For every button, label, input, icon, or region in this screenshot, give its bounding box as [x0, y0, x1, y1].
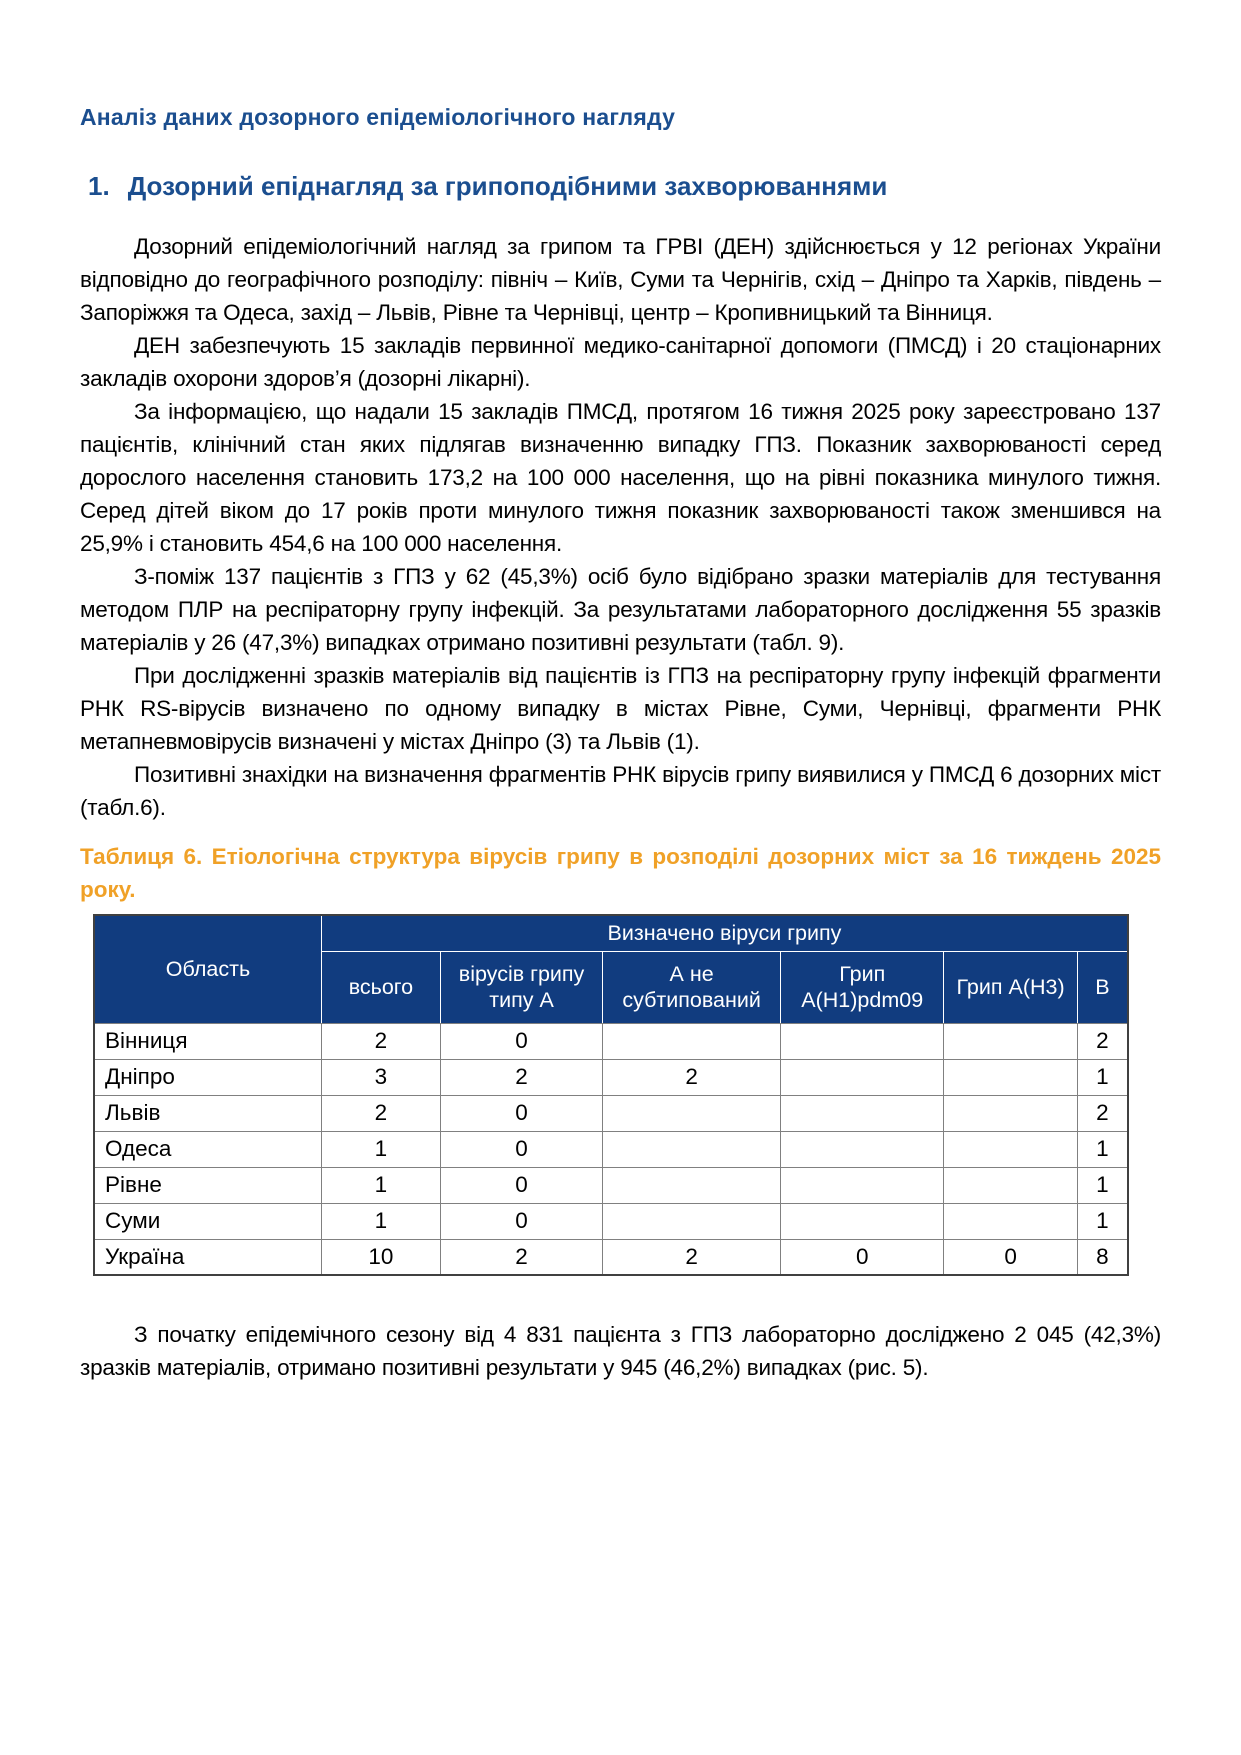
value-cell [781, 1167, 944, 1203]
value-cell: 1 [1077, 1131, 1128, 1167]
value-cell [781, 1023, 944, 1059]
column-header-total: всього [321, 951, 440, 1023]
region-cell: Дніпро [94, 1059, 321, 1095]
value-cell [781, 1095, 944, 1131]
value-cell [944, 1167, 1077, 1203]
paragraph-4: З-поміж 137 пацієнтів з ГПЗ у 62 (45,3%) осіб було відібрано зразки матеріалів для тестування методом ПЛР на респіраторну групу інфекцій. За результатами лабораторного дослідження 55 зразків матеріалів у 26 (47,3%) випадках отримано позитивні результати (табл. 9). [80, 564, 1161, 655]
section-heading [88, 171, 1161, 202]
body-text [80, 230, 1161, 824]
value-cell: 0 [440, 1095, 602, 1131]
value-cell: 0 [440, 1203, 602, 1239]
value-cell: 3 [321, 1059, 440, 1095]
value-cell [781, 1059, 944, 1095]
column-header-b: В [1077, 951, 1128, 1023]
column-header-a-h3: Грип А(H3) [944, 951, 1077, 1023]
value-cell [944, 1059, 1077, 1095]
table-row [94, 1131, 1128, 1167]
value-cell: 2 [603, 1059, 781, 1095]
region-cell: Львів [94, 1095, 321, 1131]
section-number: 1. [88, 171, 110, 201]
region-cell: Одеса [94, 1131, 321, 1167]
value-cell: 10 [321, 1239, 440, 1275]
region-cell: Вінниця [94, 1023, 321, 1059]
table-row [94, 1203, 1128, 1239]
value-cell [603, 1023, 781, 1059]
flu-etiology-table [93, 914, 1129, 1276]
value-cell [603, 1203, 781, 1239]
section-title: Дозорний епіднагляд за грипоподібними захворюваннями [127, 171, 888, 201]
table-row [94, 1239, 1128, 1275]
value-cell [603, 1131, 781, 1167]
value-cell: 2 [321, 1023, 440, 1059]
value-cell: 8 [1077, 1239, 1128, 1275]
flu-table-body [94, 1023, 1128, 1275]
value-cell [603, 1095, 781, 1131]
region-cell: Суми [94, 1203, 321, 1239]
column-group-header: Визначено віруси грипу [321, 915, 1128, 951]
value-cell: 2 [1077, 1023, 1128, 1059]
document-title: Аналіз даних дозорного епідеміологічного нагляду [80, 104, 676, 130]
value-cell: 0 [944, 1239, 1077, 1275]
paragraph-5: При дослідженні зразків матеріалів від пацієнтів із ГПЗ на респіраторну групу інфекцій фрагменти РНК RS-вірусів визначено по одному випадку в містах Рівне, Суми, Чернівці, фрагменти РНК метапневмовірусів визначені у містах Дніпро (3) та Львів (1). [80, 663, 1161, 754]
value-cell: 0 [440, 1167, 602, 1203]
value-cell: 1 [321, 1131, 440, 1167]
table-row [94, 1167, 1128, 1203]
paragraph-1: Дозорний епідеміологічний нагляд за грипом та ГРВІ (ДЕН) здійснюється у 12 регіонах України відповідно до географічного розподілу: північ – Київ, Суми та Чернігів, схід – Дніпро та Харків, південь – Запоріжжя та Одеса, захід – Львів, Рівне та Чернівці, центр – Кропивницький та Вінниця. [80, 234, 1161, 325]
value-cell: 1 [1077, 1203, 1128, 1239]
region-cell: Україна [94, 1239, 321, 1275]
column-header-a-h1pdm09: Грип А(H1)pdm09 [781, 951, 944, 1023]
value-cell: 0 [781, 1239, 944, 1275]
value-cell [781, 1131, 944, 1167]
value-cell [944, 1023, 1077, 1059]
value-cell: 1 [1077, 1167, 1128, 1203]
column-header-a-unsubtyped: А не субтипований [603, 951, 781, 1023]
table-header [94, 915, 1128, 1023]
value-cell: 2 [440, 1059, 602, 1095]
value-cell: 1 [1077, 1059, 1128, 1095]
table-header-row-group [94, 915, 1128, 951]
value-cell [944, 1131, 1077, 1167]
paragraph-6: Позитивні знахідки на визначення фрагментів РНК вірусів грипу виявилися у ПМСД 6 дозорних міст (табл.6). [80, 762, 1161, 820]
region-cell: Рівне [94, 1167, 321, 1203]
value-cell: 0 [440, 1131, 602, 1167]
column-header-region: Область [94, 915, 321, 1023]
value-cell: 2 [321, 1095, 440, 1131]
closing-paragraph: З початку епідемічного сезону від 4 831 пацієнта з ГПЗ лабораторно досліджено 2 045 (42,3%) зразків матеріалів, отримано позитивні результати у 945 (46,2%) випадках (рис. 5). [80, 1322, 1161, 1380]
value-cell: 2 [603, 1239, 781, 1275]
value-cell: 1 [321, 1203, 440, 1239]
table-row [94, 1059, 1128, 1095]
value-cell [944, 1203, 1077, 1239]
value-cell [944, 1095, 1077, 1131]
table-caption: Таблиця 6. Етіологічна структура вірусів грипу в розподілі дозорних міст за 16 тиждень 2025 року. [80, 844, 1161, 902]
column-header-flu-a: вірусів грипу типу А [440, 951, 602, 1023]
value-cell: 2 [1077, 1095, 1128, 1131]
value-cell: 0 [440, 1023, 602, 1059]
paragraph-3: За інформацією, що надали 15 закладів ПМСД, протягом 16 тижня 2025 року зареєстровано 137 пацієнтів, клінічний стан яких підлягав визначенню випадку ГПЗ. Показник захворюваності серед дорослого населення становить 173,2 на 100 000 населення, що на рівні показника минулого тижня. Серед дітей віком до 17 років проти минулого тижня показник захворюваності також зменшився на 25,9% і становить 454,6 на 100 000 населення. [80, 399, 1161, 556]
value-cell [781, 1203, 944, 1239]
value-cell: 1 [321, 1167, 440, 1203]
paragraph-2: ДЕН забезпечують 15 закладів первинної медико-санітарної допомоги (ПМСД) і 20 стаціонарних закладів охорони здоров’я (дозорні лікарні). [80, 333, 1161, 391]
table-row [94, 1023, 1128, 1059]
table-row [94, 1095, 1128, 1131]
value-cell [603, 1167, 781, 1203]
value-cell: 2 [440, 1239, 602, 1275]
